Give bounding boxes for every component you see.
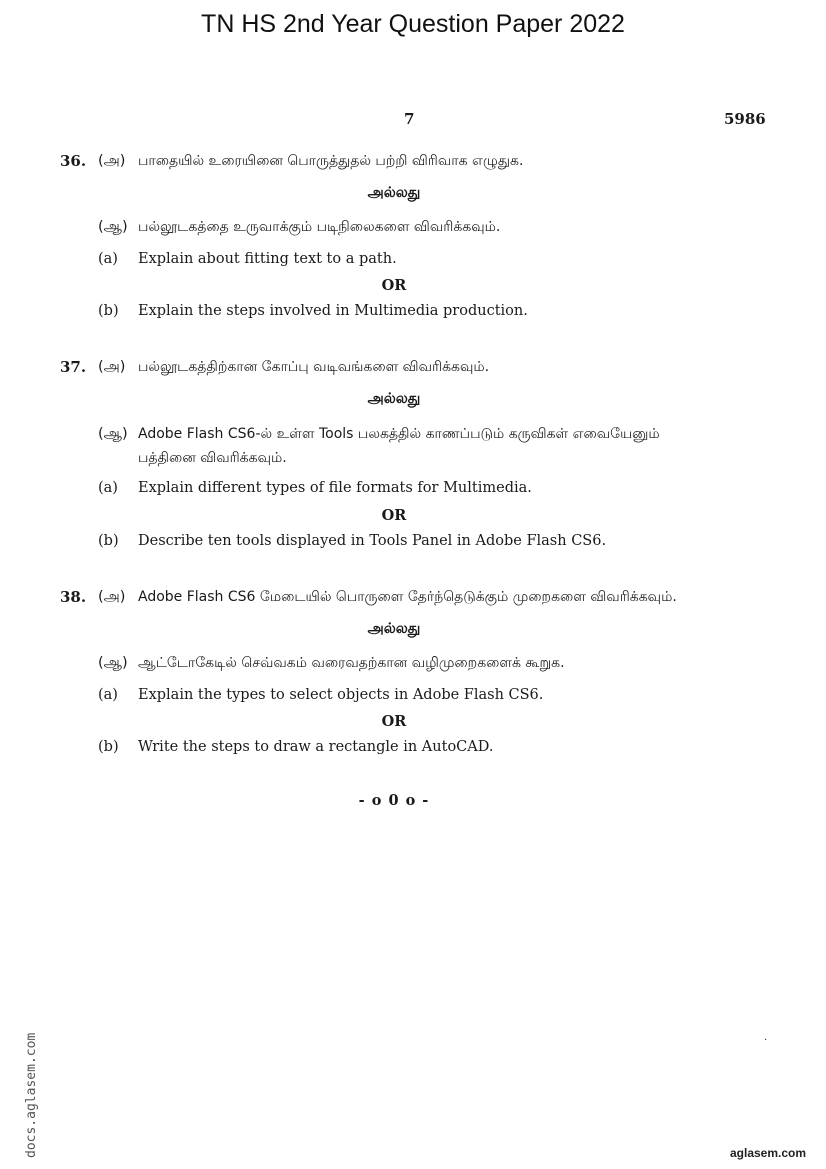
q37-english-b-text: Describe ten tools displayed in Tools Panel in Adobe Flash CS6. (138, 533, 607, 549)
q37-english-a-text: Explain different types of file formats for Multimedia. (138, 480, 532, 496)
q37-or-tamil: அல்லது (367, 391, 421, 407)
q37-or-english: OR (381, 507, 407, 524)
page-number: 7 (404, 110, 415, 128)
q38-or-english: OR (381, 713, 407, 730)
q36-english-a-text: Explain about fitting text to a path. (138, 251, 397, 267)
q38-english-b-text: Write the steps to draw a rectangle in AutoCAD. (138, 739, 494, 755)
q36-or-tamil: அல்லது (367, 185, 421, 201)
page-banner-title: TN HS 2nd Year Question Paper 2022 (201, 10, 625, 38)
paper-code: 5986 (724, 110, 766, 128)
end-of-paper-mark: - o 0 o - (358, 792, 430, 809)
q36-or-english: OR (381, 277, 407, 294)
question-36-number: 36. (60, 152, 87, 170)
stray-dot: . (764, 1032, 768, 1043)
q38-tamil-b-text: ஆட்டோகேடில் செவ்வகம் வரைவதற்கான வழிமுறைகளைக் கூறுக. (138, 655, 565, 671)
q36-tamil-b-text: பல்லூடகத்தை உருவாக்கும் படிநிலைகளை விவரிக்கவும். (138, 219, 501, 235)
question-38-number: 38. (60, 588, 87, 606)
q36-english-b-label: (b) (98, 303, 119, 319)
question-37-number: 37. (60, 358, 87, 376)
q36-tamil-a-label: (அ) (98, 153, 126, 169)
q37-tamil-b-label: (ஆ) (98, 426, 128, 442)
q38-english-b-label: (b) (98, 739, 119, 755)
q38-english-a-text: Explain the types to select objects in Adobe Flash CS6. (138, 687, 544, 703)
q37-english-a-label: (a) (98, 480, 118, 496)
q37-tamil-b-text-line2: பத்தினை விவரிக்கவும். (138, 450, 287, 466)
q38-english-a-label: (a) (98, 687, 118, 703)
q38-tamil-b-label: (ஆ) (98, 655, 128, 671)
q38-or-tamil: அல்லது (367, 621, 421, 637)
q38-tamil-a-text: Adobe Flash CS6 மேடையில் பொருளை தேர்ந்தெடுக்கும் முறைகளை விவரிக்கவும். (138, 589, 677, 605)
q36-english-a-label: (a) (98, 251, 118, 267)
q38-tamil-a-label: (அ) (98, 589, 126, 605)
q37-tamil-b-text-line1: Adobe Flash CS6-ல் உள்ள Tools பலகத்தில் காணப்படும் கருவிகள் எவையேனும் (138, 426, 660, 442)
q36-tamil-a-text: பாதையில் உரையினை பொருத்துதல் பற்றி விரிவாக எழுதுக. (138, 153, 524, 169)
q37-english-b-label: (b) (98, 533, 119, 549)
footer-brand: aglasem.com (730, 1146, 807, 1160)
side-watermark: docs.aglasem.com (24, 1032, 39, 1158)
q36-tamil-b-label: (ஆ) (98, 219, 128, 235)
q37-tamil-a-label: (அ) (98, 359, 126, 375)
q37-tamil-a-text: பல்லூடகத்திற்கான கோப்பு வடிவங்களை விவரிக்கவும். (138, 359, 490, 375)
q36-english-b-text: Explain the steps involved in Multimedia production. (138, 303, 528, 319)
